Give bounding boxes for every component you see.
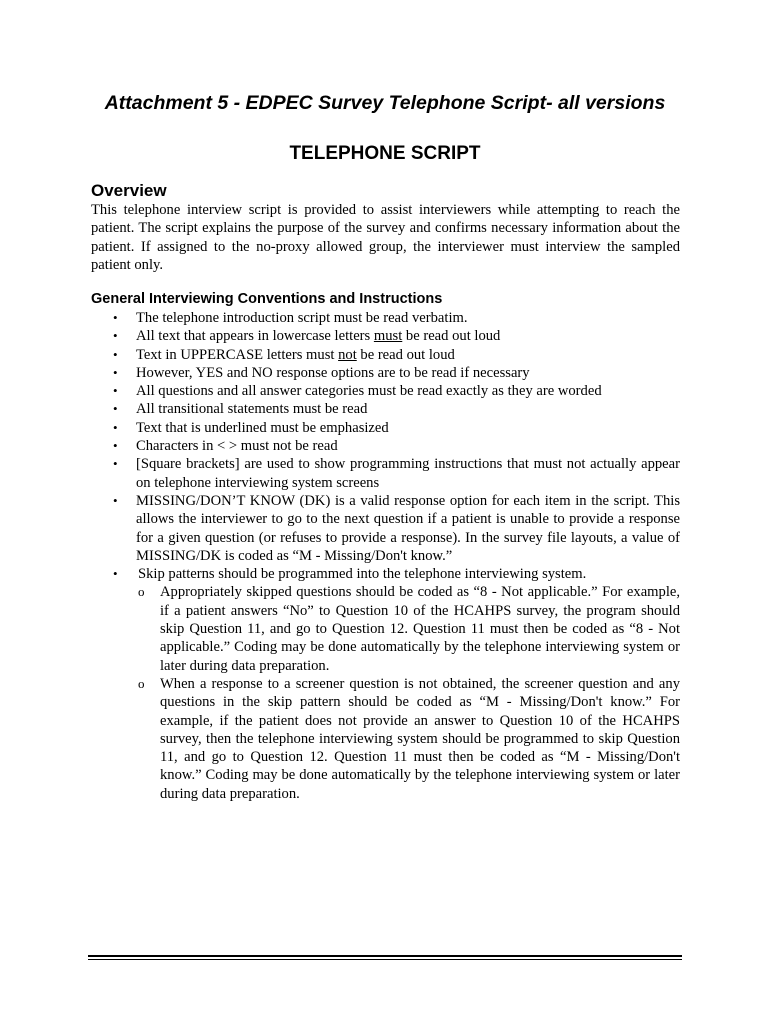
sub-list-item [138,583,680,674]
bullet-icon: • [113,364,118,380]
bullet-icon: • [113,438,118,454]
list-item-text: be read out loud [356,346,455,363]
list-item-text: However, YES and NO response options are to be read if necessary [136,364,530,381]
bullet-icon: • [113,492,118,508]
list-item-text: All transitional statements must be read [136,401,368,418]
sub-bullet-icon: o [138,675,145,691]
skip-pattern-sublist [138,583,680,803]
list-item-text: Text in UPPERCASE letters must [136,346,339,363]
bullet-icon: • [113,310,118,325]
list-item-text: [Square brackets] are used to show programming instructions that must not actually appear on telephone interviewing system screens [136,456,680,491]
emphasized-word: not [338,346,357,363]
page-title: TELEPHONE SCRIPT [289,143,481,164]
list-item [91,565,680,803]
bullet-icon: • [113,456,118,472]
overview-heading: Overview [91,181,167,200]
list-item-text: All text that appears in lowercase letters [136,328,374,345]
list-item [91,346,680,364]
emphasized-word: must [373,328,403,345]
list-item [91,400,680,418]
conventions-list [91,309,680,803]
conventions-heading: General Interviewing Conventions and Instructions [91,291,443,307]
overview-paragraph: This telephone interview script is provided to assist interviewers while attempting to reach the patient. The script explains the purpose of the survey and confirms necessary information about the patient. If assigned to the no-proxy allowed group, the interviewer must interview the sampled patient only. [91,202,680,273]
bullet-icon: • [113,346,118,362]
list-item-text: Text that is underlined must be emphasized [136,419,389,436]
sub-list-item-text: When a response to a screener question is not obtained, the screener question and any questions in the skip pattern should be coded as “M - Missing/Don't know.” For example, if the patient does not provide an answer to Question 10 of the HCAHPS survey, then the telephone interviewing system should be programmed to skip Question 11, and go to Question 12. Question 11 must then be coded as “M - Missing/Don't know.” Coding may be done automatically by the telephone interviewing system or later during data preparation. [160,675,680,802]
footer-divider [88,955,682,960]
list-item [91,309,680,327]
sub-bullet-icon: o [138,584,145,600]
list-item-text: All questions and all answer categories must be read exactly as they are worded [136,383,602,400]
bullet-icon: • [113,328,118,344]
list-item-text: be read out loud [402,328,501,345]
sub-list-item [138,675,680,803]
list-item [91,455,680,492]
sub-list-item-text: Appropriately skipped questions should be coded as “8 - Not applicable.” For example, if a patient answers “No” to Question 10 of the HCAHPS survey, the program should skip Question 11, and go to Question 12. Question 11 must then be coded as “8 - Not applicable.” Coding may be done automatically by the telephone interviewing system or later during data preparation. [160,584,680,674]
list-item-text: The telephone introduction script must be read verbatim. [136,310,468,326]
bullet-icon: • [113,383,118,399]
bullet-icon: • [113,419,118,435]
list-item-text: MISSING/DON’T KNOW (DK) is a valid response option for each item in the script. This allows the interviewer to go to the next question if a patient is unable to provide a response for a given question (or refuses to provide a response). In the survey file layouts, a value of MISSING/DK is coded as “M - Missing/Don't know.” [136,492,680,564]
list-item [91,437,680,455]
attachment-title: Attachment 5 - EDPEC Survey Telephone Script- all versions [104,92,666,114]
list-item [91,364,680,382]
bullet-icon: • [113,566,118,582]
list-item [91,327,680,345]
list-item [91,419,680,437]
list-item [91,492,680,565]
list-item-text: Skip patterns should be programmed into the telephone interviewing system. [138,566,587,583]
list-item [91,382,680,400]
bullet-icon: • [113,401,118,417]
list-item-text: Characters in < > must not be read [136,438,338,455]
